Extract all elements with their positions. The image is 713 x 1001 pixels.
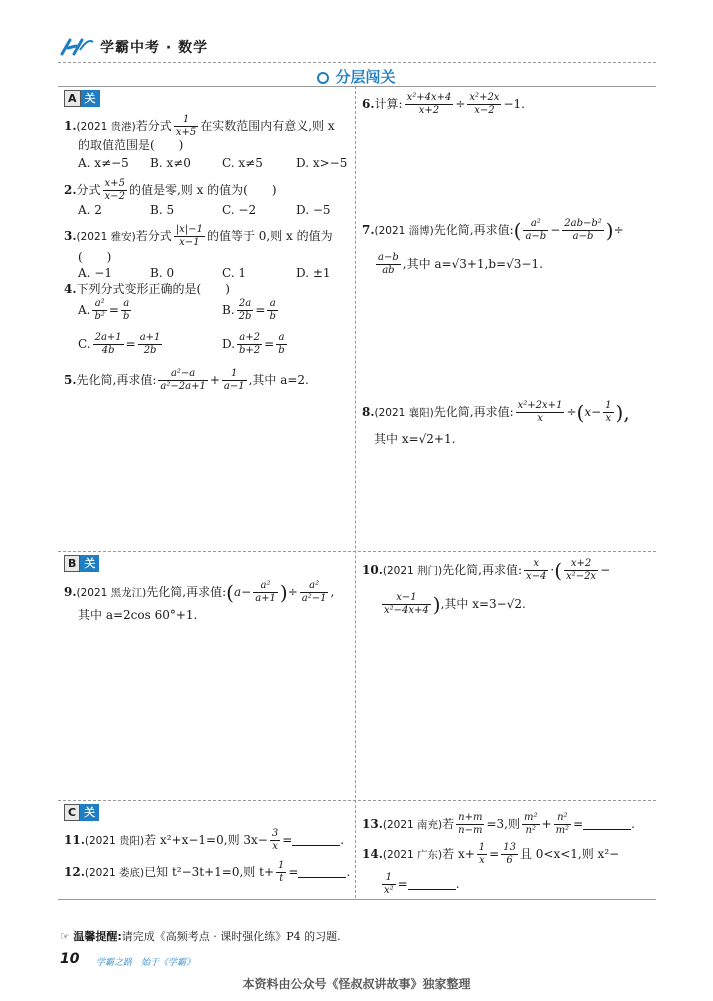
reminder (60, 928, 341, 944)
column-divider (355, 86, 356, 898)
p2-option-c[interactable]: C. −2 (222, 203, 257, 217)
section-title (0, 66, 713, 87)
level-a-tag: A 关 (64, 90, 100, 107)
problem-3-line2: ( ) (78, 250, 112, 264)
problem-10: 10.(2021 荆门)先化简,再求值: $\frac{x}{x-4}$ ·( $\frac{x+2}{\text{x²−2x}}$ − (362, 558, 611, 583)
p2-option-b[interactable]: B. 5 (150, 203, 175, 217)
problem-7: 7.(2021 淄博)先化简,再求值:( $\frac{\text{a²}}{a-b}$ − $\frac{\text{2ab−b²}}{a-b}$ )÷ (362, 218, 624, 243)
problem-14: 14.(2021 广东)若 x+ $\frac{1}{x}$ = $\frac{13}{6}$ 且 0<x<1,则 x²− (362, 842, 620, 866)
p2-option-d[interactable]: D. −5 (296, 203, 331, 217)
p4-option-b[interactable]: B. $\frac{2a}{2b}$ = $\frac{a}{b}$ (222, 298, 276, 322)
problem-14-line2: $\frac{1}{\text{x²}}$ = . (384, 872, 460, 896)
exercise-frame (58, 86, 656, 900)
p2-option-a[interactable]: A. 2 (78, 203, 102, 217)
problem-11: 11.(2021 贵阳)若 x²+x−1=0,则 3x− $\frac{3}{x}$ = . (64, 828, 345, 852)
problem-2: 2.分式 $\frac{x+5}{x-2}$ 的值是零,则 x 的值为( ) (64, 178, 277, 202)
p3-option-d[interactable]: D. ±1 (296, 266, 331, 280)
reminder-text: 请完成《高频考点 · 课时强化练》P4 的习题. (121, 930, 341, 943)
problem-13: 13.(2021 南充)若 $\frac{n+m}{n-m}$ =3,则 $\frac{\text{m²}}{\text{n²}}$ + $\frac{\text{n²}}{\text{m²}}$ = . (362, 812, 635, 836)
pointing-hand-icon: ☞ (60, 930, 70, 943)
section-title-text: 分层闯关 (335, 68, 396, 86)
p4-option-d[interactable]: D. $\frac{a+2}{b+2}$ = $\frac{a}{b}$ (222, 332, 285, 356)
p3-option-a[interactable]: A. −1 (78, 266, 112, 280)
answer-blank-14[interactable] (408, 889, 456, 890)
level-c-tag: C 关 (64, 804, 99, 821)
p3-option-b[interactable]: B. 0 (150, 266, 175, 280)
problem-1-line2: 的取值范围是( ) (78, 138, 184, 152)
p4-option-c[interactable]: C. $\frac{2a+1}{4b}$ = $\frac{a+1}{2b}$ (78, 332, 161, 356)
p1-option-b[interactable]: B. x≠0 (150, 156, 191, 170)
brand-title: 学霸中考 · 数学 (100, 40, 209, 56)
header-divider (58, 62, 656, 63)
problem-6: 6.计算: $\frac{\text{x²+4x+4}}{x+2}$ ÷ $\frac{\text{x²+2x}}{x-2}$ −1. (362, 92, 525, 116)
level-divider-c (58, 800, 656, 801)
p1-option-d[interactable]: D. x>−5 (296, 156, 348, 170)
answer-blank-13[interactable] (583, 829, 631, 830)
problem-3: 3.(2021 雅安)若分式 $\frac{|x|-1}{x-1}$ 的值等于 0,则 x 的值为 (64, 224, 333, 248)
problem-9-line2: 其中 a=2cos 60°+1. (78, 608, 198, 622)
problem-8-line2: 其中 x=√2+1. (374, 432, 456, 446)
footer-note: 本资料由公众号《怪叔叔讲故事》独家整理 (242, 977, 471, 991)
level-b-tag: B 关 (64, 555, 99, 572)
problem-8: 8.(2021 襄阳)先化简,再求值: $\frac{\text{x²+2x+1}}{x}$ ÷(x− $\frac{1}{x}$ ), (362, 400, 630, 425)
brand-logo-icon (60, 36, 94, 56)
p1-option-c[interactable]: C. x≠5 (222, 156, 263, 170)
problem-10-line2: $\frac{x-1}{\text{x²−4x+4}}$ ),其中 x=3−√2. (384, 592, 526, 617)
problem-4: 4.下列分式变形正确的是( ) (64, 282, 230, 296)
problem-7-line2: $\frac{a-b}{ab}$ ,其中 a=√3+1,b=√3−1. (378, 252, 543, 276)
page-number: 10 (60, 951, 80, 967)
answer-blank-11[interactable] (292, 845, 340, 846)
medal-icon (317, 72, 329, 84)
problem-9: 9.(2021 黑龙江)先化简,再求值:(a− $\frac{\text{a²}}{a+1}$ )÷ $\frac{\text{a²}}{\text{a²−1}}$ , (64, 580, 335, 605)
reminder-label: 温馨提醒: (73, 930, 122, 943)
level-divider-b (58, 551, 656, 552)
problem-5: 5.先化简,再求值: $\frac{\text{a²−a}}{\text{a²−2a+1}}$ + $\frac{1}{a-1}$ ,其中 a=2. (64, 368, 309, 392)
answer-blank-12[interactable] (298, 877, 346, 878)
p3-option-c[interactable]: C. 1 (222, 266, 247, 280)
problem-12: 12.(2021 娄底)已知 t²−3t+1=0,则 t+ $\frac{1}{t}$ = . (64, 860, 351, 884)
footer-slogan: 学霸之路 始于《学霸》 (96, 958, 196, 968)
problem-1: 1.(2021 贵港)若分式 $\frac{1}{x+5}$ 在实数范围内有意义,则 x (64, 114, 335, 138)
p1-option-a[interactable]: A. x≠−5 (78, 156, 129, 170)
p4-option-a[interactable]: A. $\frac{\text{a²}}{\text{b²}}$ = $\frac{a}{b}$ (78, 298, 130, 322)
